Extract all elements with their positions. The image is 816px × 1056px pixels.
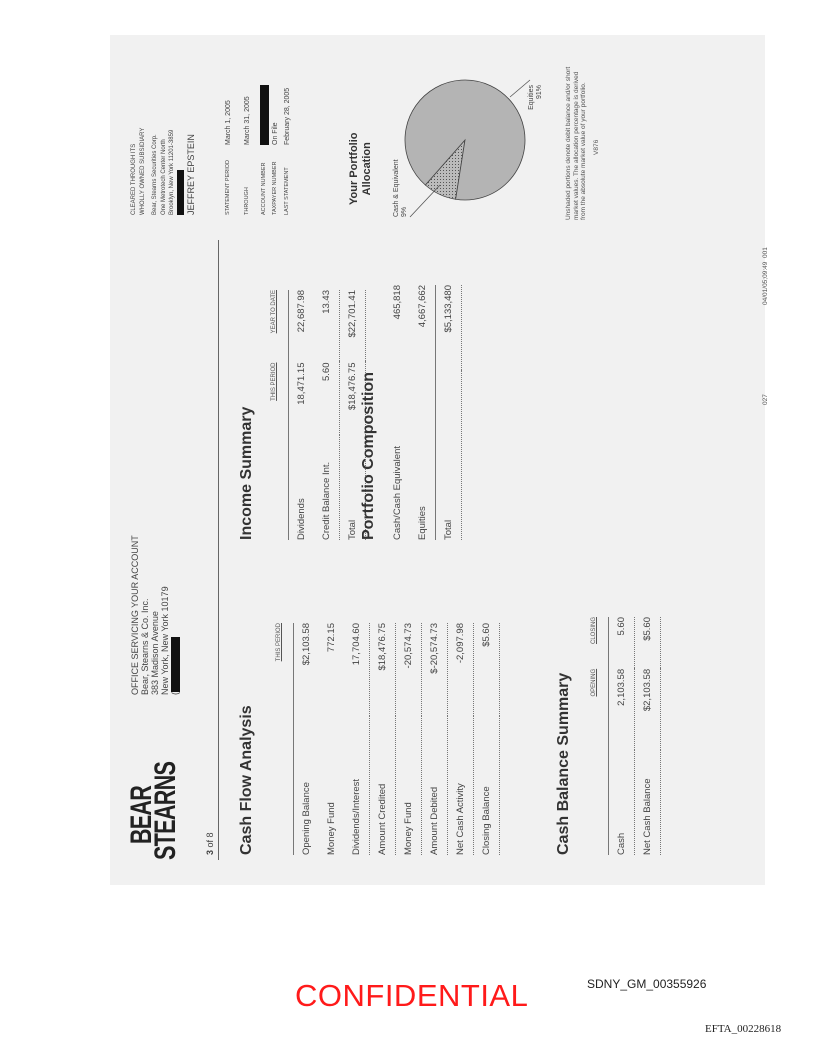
portfolio-composition-table: [385, 285, 462, 540]
equities-slice-label: [528, 85, 544, 110]
pie-slice-equities: [405, 80, 525, 200]
row-label: STATEMENT PERIOD: [225, 159, 231, 215]
col-year-to-date: YEAR TO DATE: [271, 290, 277, 334]
clearing-line5: Brooklyn, New York 11201-3859: [169, 129, 175, 215]
table-row: [410, 285, 436, 540]
table-row: [385, 285, 410, 540]
logo-line2: STEARNS: [149, 761, 182, 860]
cash-flow-title: Cash Flow Analysis: [238, 705, 255, 855]
footnote-line3: from the absolute market value of your portfolio.: [580, 82, 587, 220]
footer-time: 04/01/05;09:49: [762, 261, 769, 305]
row-ytd: 13.43: [314, 290, 340, 363]
footnote-line1: Unshaded portions denote debit balance and/or short: [565, 66, 572, 220]
row-opening: $2,103.58: [635, 669, 661, 750]
cash-slice-label: [393, 159, 409, 217]
header-rule: [218, 240, 219, 860]
income-summary-title: Income Summary: [238, 406, 255, 540]
row-value: 4,667,662: [410, 285, 436, 371]
row-label: THROUGH: [244, 187, 250, 215]
office-phone-prefix: (: [170, 692, 180, 695]
logo-line1: BEAR: [125, 785, 158, 845]
table-row: [270, 85, 280, 215]
row-label: Dividends/Interest: [344, 716, 370, 855]
redaction-bar: [171, 637, 180, 692]
table-row: [314, 290, 340, 540]
row-label: Opening Balance: [294, 716, 320, 855]
row-value: On File: [271, 122, 279, 145]
row-label: Dividends: [289, 435, 315, 540]
row-value: 772.15: [326, 623, 337, 653]
page-of: of 8: [205, 832, 215, 848]
allocation-code: V876: [592, 139, 600, 155]
table-row: [422, 623, 448, 855]
office-street: 383 Madison Avenue: [150, 611, 160, 695]
table-row: [609, 617, 635, 855]
cash-balance-title: Cash Balance Summary: [555, 672, 572, 855]
table-row: [280, 85, 294, 215]
row-label: ACCOUNT NUMBER: [261, 162, 267, 215]
row-value: 17,704.60: [344, 623, 370, 716]
row-opening: 2,103.58: [609, 669, 635, 750]
table-row: [436, 285, 462, 540]
row-label: Amount Credited: [370, 716, 396, 855]
allocation-title-line2: Allocation: [361, 142, 373, 196]
row-label: Total: [436, 371, 462, 540]
table-row: [289, 290, 315, 540]
row-label: TAXPAYER NUMBER: [272, 161, 278, 215]
row-label: Net Cash Activity: [448, 716, 474, 855]
row-value: $5.60: [474, 623, 500, 716]
table-row: [344, 623, 370, 855]
row-ytd: 22,687.98: [289, 290, 315, 363]
portfolio-composition-title: Portfolio Composition: [360, 372, 377, 540]
row-label: Closing Balance: [474, 716, 500, 855]
table-row: [474, 623, 500, 855]
income-summary-table: [263, 290, 366, 540]
row-label: Cash/Cash Equivalent: [392, 446, 403, 540]
cash-flow-table: [268, 623, 500, 855]
client-name: JEFFREY EPSTEIN: [186, 134, 197, 215]
footer-page-code: 027: [762, 394, 769, 405]
cash-balance-table: [583, 617, 661, 855]
table-row: [448, 623, 474, 855]
office-city: New York, New York 10179: [160, 586, 170, 695]
clearing-line3: Bear, Stearns Securities Corp.: [152, 134, 158, 215]
row-label: Credit Balance Int.: [314, 435, 340, 540]
row-value: March 1, 2005: [224, 100, 232, 145]
row-label: Net Cash Balance: [635, 750, 661, 855]
row-label: LAST STATEMENT: [284, 167, 290, 215]
efta-number: EFTA_00228618: [705, 1023, 782, 1035]
row-value: $18,476.75: [370, 623, 396, 716]
row-label: Cash: [609, 750, 635, 855]
table-row: [220, 85, 236, 215]
cash-leader-line: [410, 185, 440, 217]
footer-seq: 001: [762, 247, 769, 258]
row-label: Amount Debited: [422, 716, 448, 855]
row-value: March 31, 2005: [243, 96, 251, 145]
office-servicing-block: [130, 535, 180, 695]
row-closing: $5.60: [635, 617, 661, 669]
office-phone: [170, 535, 180, 695]
row-label: Total: [340, 435, 366, 540]
bates-number: SDNY_GM_00355926: [587, 977, 707, 991]
row-label: Equities: [410, 371, 436, 540]
row-period: $18,476.75: [340, 363, 366, 436]
account-number-value: [258, 85, 270, 145]
row-value: $2,103.58: [294, 623, 320, 716]
redaction-bar: [260, 85, 269, 145]
office-heading: OFFICE SERVICING YOUR ACCOUNT: [130, 535, 140, 695]
account-info-table: [220, 85, 294, 215]
equities-pct: 91%: [536, 85, 543, 100]
col-this-period: THIS PERIOD: [271, 362, 277, 401]
col-closing: CLOSING: [591, 617, 597, 645]
page-number: 3: [205, 849, 215, 855]
pie-slices: [405, 80, 525, 200]
allocation-title: [348, 132, 374, 205]
row-value: $-20,574.73: [422, 623, 448, 716]
cash-pct: 9%: [401, 206, 408, 217]
row-period: 5.60: [314, 363, 340, 436]
row-value: -20,574.73: [396, 623, 422, 716]
confidential-stamp: CONFIDENTIAL: [295, 978, 529, 1013]
table-row: [319, 623, 344, 855]
allocation-footnote: [565, 67, 600, 220]
row-value: February 28, 2005: [283, 87, 291, 145]
clearing-line2: WHOLLY OWNED SUBSIDIARY: [139, 127, 146, 215]
table-row: [294, 623, 320, 855]
page-indicator: [205, 832, 215, 855]
equities-leader-line: [510, 80, 530, 97]
clearing-block: [130, 128, 196, 215]
cash-label: Cash & Equivalent: [393, 159, 400, 217]
clearing-line4: One Metrotech Center North: [160, 139, 167, 215]
row-closing: 5.60: [609, 617, 635, 669]
allocation-title-line1: Your Portfolio: [348, 132, 360, 205]
row-period: 18,471.15: [289, 363, 315, 436]
row-value: 465,818: [392, 285, 403, 320]
office-name: Bear, Stearns & Co. Inc.: [140, 598, 150, 695]
rotated-statement-page: [110, 35, 769, 885]
row-value: -2,097.98: [448, 623, 474, 716]
bear-stearns-logo: [125, 761, 182, 860]
redacted-line: [177, 128, 186, 215]
row-ytd: $22,701.41: [340, 290, 366, 363]
cash-flow-col-header: THIS PERIOD: [276, 623, 282, 662]
footer-timestamp: [762, 247, 769, 305]
table-row: [370, 623, 396, 855]
scanned-statement: [110, 35, 769, 885]
row-label: Money Fund: [396, 716, 422, 855]
footnote-line2: market values. The allocation percentage is derived: [572, 71, 580, 220]
table-row: [258, 85, 270, 215]
table-row: [396, 623, 422, 855]
row-value: $5,133,480: [436, 285, 462, 371]
table-row: [236, 85, 258, 215]
table-row: [635, 617, 661, 855]
redaction-bar: [177, 170, 184, 215]
col-opening: OPENING: [591, 668, 597, 697]
row-label: Money Fund: [326, 802, 337, 855]
clearing-line1: CLEARED THROUGH ITS: [131, 143, 137, 215]
equities-label: Equities: [528, 85, 535, 110]
